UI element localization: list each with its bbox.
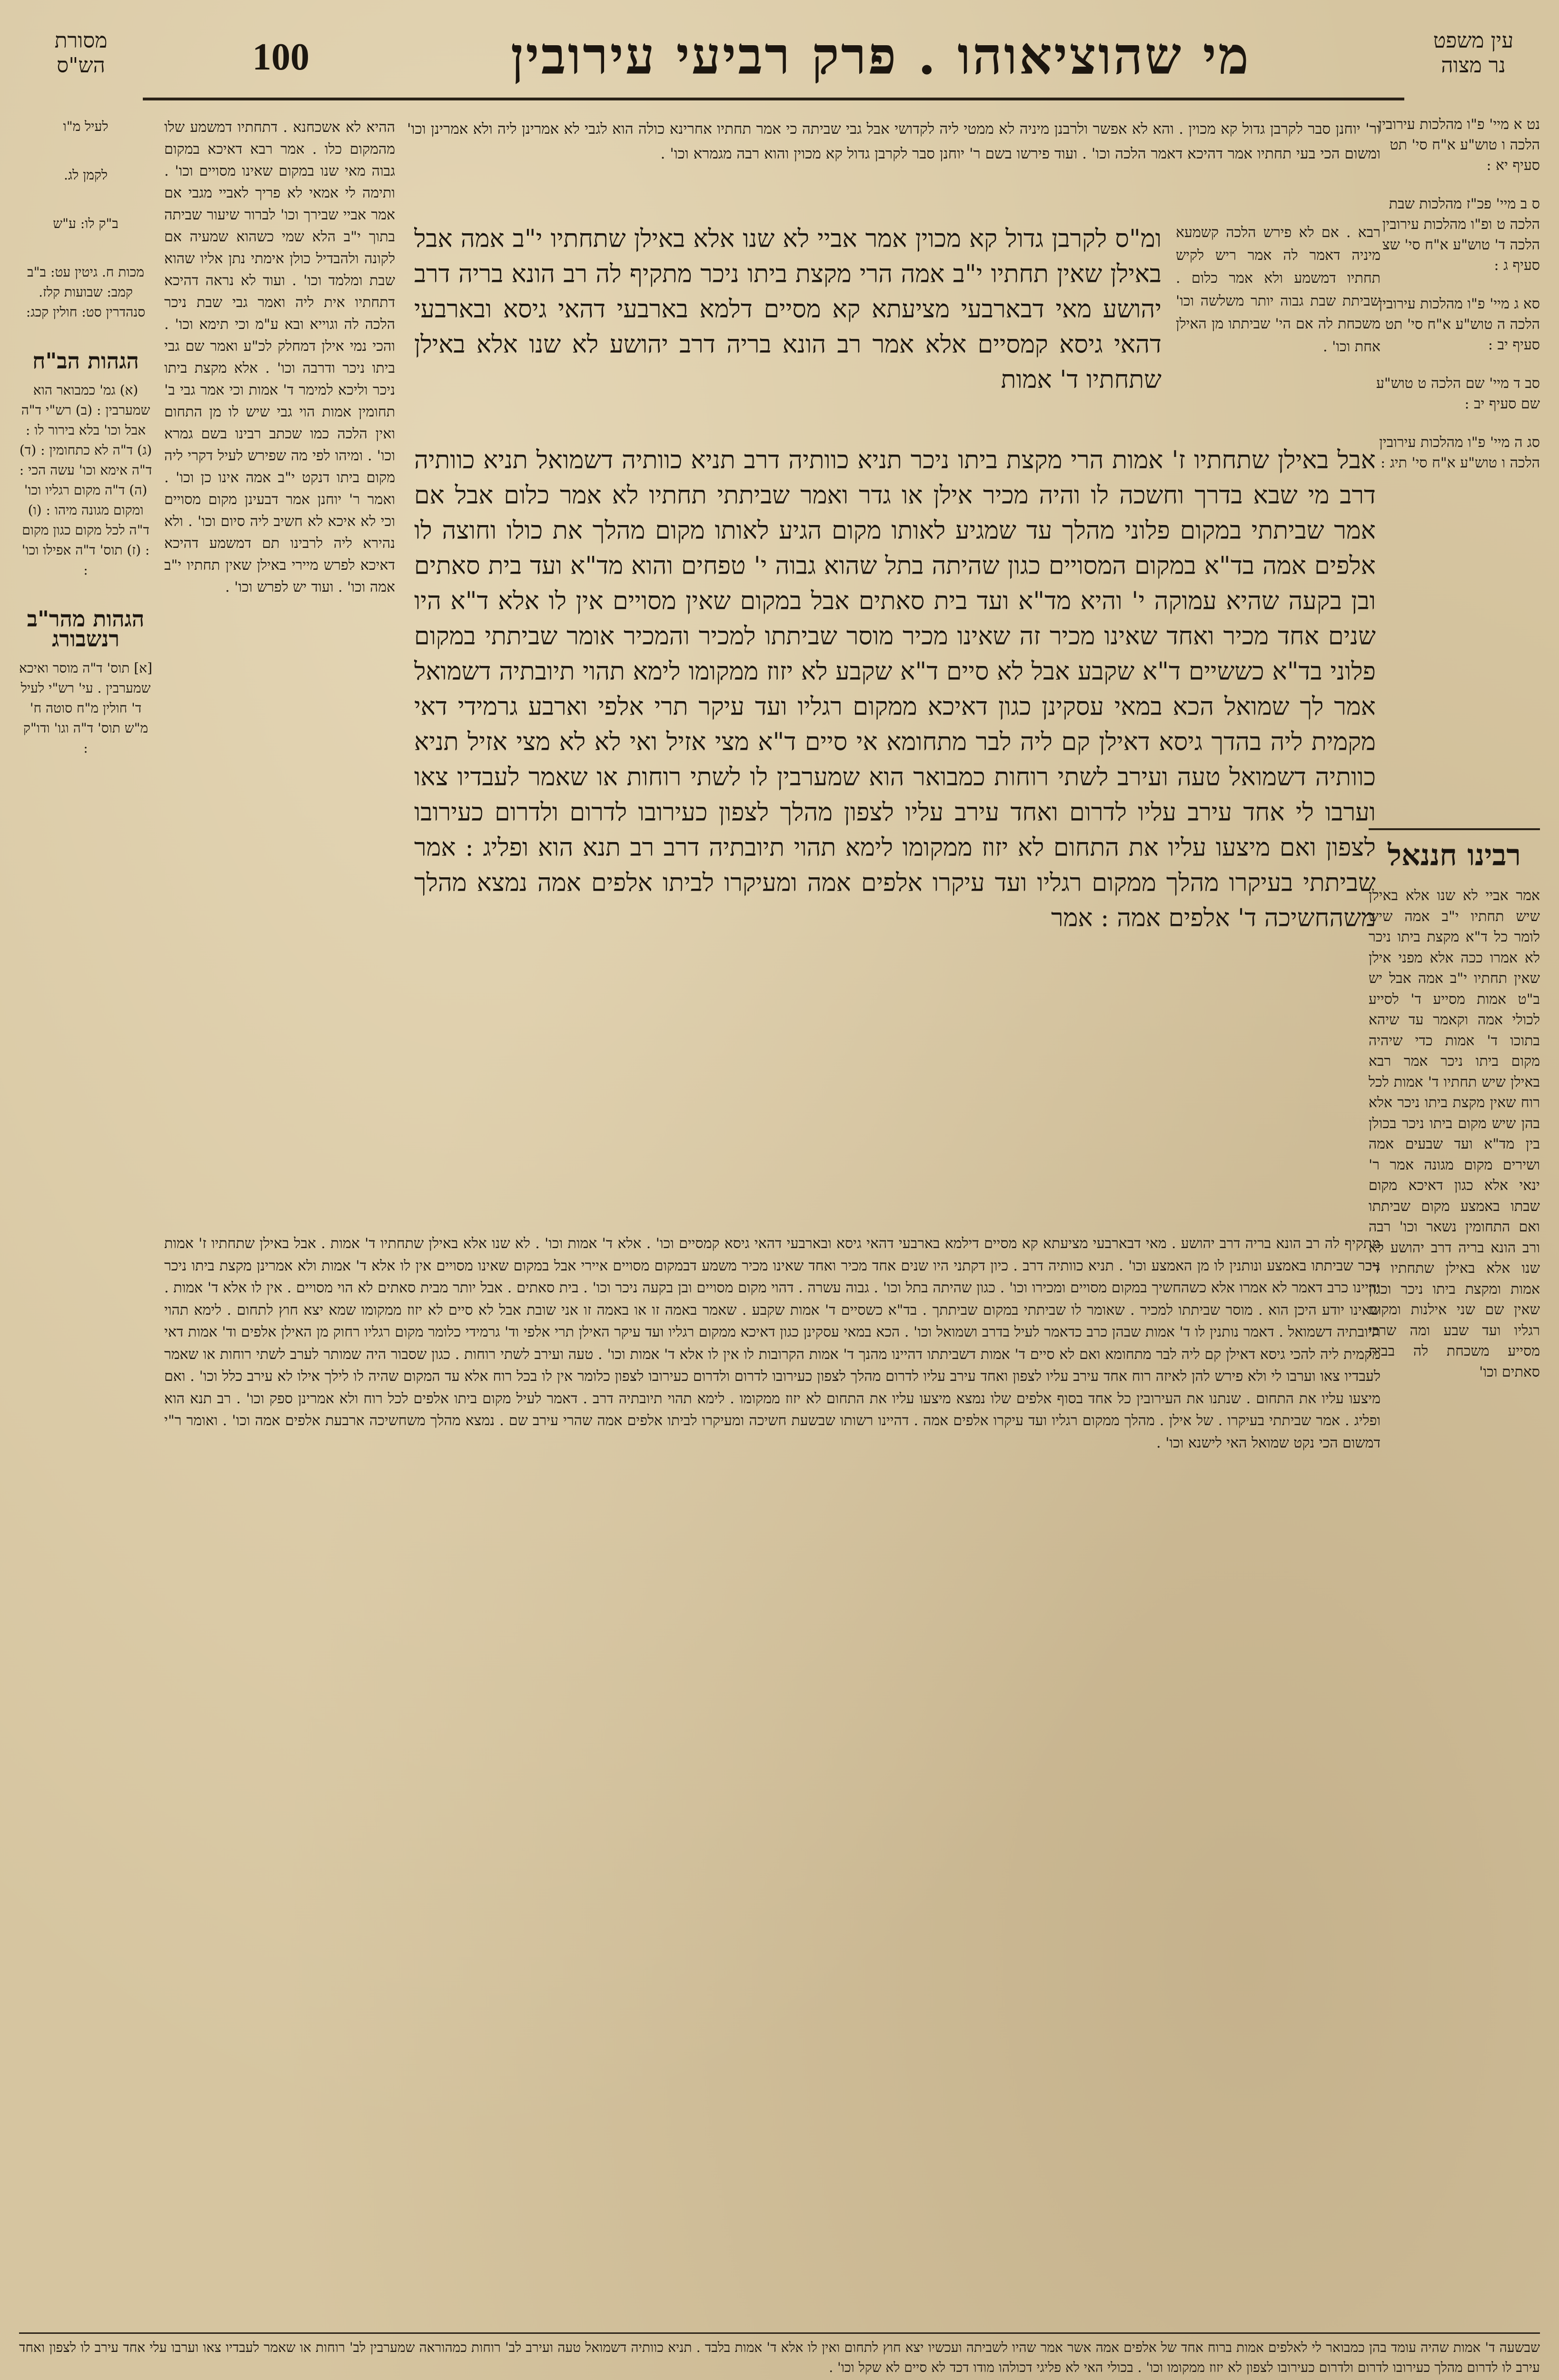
- rashi-bottom-text: מתקיף לה רב הונא בריה דרב יהושע . מאי דבארבעי מציעתא קא מסיים דילמא בארבעי דהאי גיסא ובארבעי דהאי גיסא קמסיים וכו' . אלא ד' אמות וכו' . לא שנו אלא באילן שתחתיו ד' אמות . אבל באילן שתחתיו ז' אמות ניכר שביתתו באמצע ונותנין לו מן האמצע וכו' . תניא כוותיה דרב . כיון דקתני היו שנים אחד מכיר ואחד שאינו מכיר משמע דבמקום מסויים איירי אבל במקום שאינו מסויים אין לו אלא ד' אמות ולא אמרינן מקצת ביתו ניכר והיינו כרב דאמר לא אמרו אלא כשהחשיך במקום מסויים ומכירו וכו' . כגון שהיתה בתל וכו' . גבוה עשרה . דהוי מקום מסויים ובן בקעה ניכר וכו' . בית סאתים . אבל יותר מבית סאתים לא הוי מסויים . אין לו אלא ד' אמות . שאינו יודע היכן הוא . מוסר שביתתו למכיר . שאומר לו שביתתי במקום שביתתך . בד"א כשסיים ד' אמות שקבע . שאמר באמה זו או באמה זו אני שובת אבל לא סיים לא יזוז ממקומו שמא יצא חוץ לתחום . לימא תהוי תיובתיה דשמואל . דאמר נותנין לו ד' אמות שבהן כרב כדאמר לעיל בדרב ושמואל וכו' . הכא במאי עסקינן כגון דאיכא ממקום רגליו ועד עיקר האילן תרי אלפי וד' גרמידי כלומר מקום רגליו רחוק מן האילן אלפים וד' אמות דאי מקמית ליה להכי גיסא דאילן קם ליה לבר מתחומא ואם לא סיים ד' אמות דשביתתו דהיינו מהנך ד' אמות הקרובות לו אין לו אלא ד' אמות וכו' . טעה ועירב לשתי רוחות . כגון שסבור היה שמותר לערב לשתי רוחות או שאמר לעבדיו צאו וערבו לי ולא פירש להן לאיזה רוח אחד עירב עליו לצפון ואחד עירב עליו לדרום מהלך לצפון כעירובו לדרום ולדרום כעירובו לצפון כלומר אין לו בכל רוח אלא עד המקום שהיה לו לילך אילו לא עירב כלל וכו' . ואם מיצעו עליו את התחום . שנתנו את העירובין כל אחד בסוף אלפים שלו נמצא מיצעו עליו את התחום לא יזוז ממקומו . לימא תהוי תיובתיה דרב . דאמר לעיל מקום ביתו אלפים לכל רוח ולא אמרינן ספק וכו' . רב תנא הוא ופליג . אמר שביתתי בעיקרו . של אילן . מהלך ממקום רגליו ועד עיקרו אלפים אמה . דהיינו רשותו שבשעת חשיכה ומעיקרו לביתו אלפים אמה שהרי עירב שם . נמצא מהלך משחשיכה ארבעת אלפים אמה וכו' . ואומר ר"י דמשום הכי נקט שמואל האי לישנא וכו' .: [164, 1235, 1380, 1451]
- hagahot2-text: [א] תוס' ד"ה מוסר ואיכא שמערבין . עי' רש"י לעיל ד' חולין מ"ח סוטה ח' מ"ש תוס' ד"ה וגו' ודו"ק :: [19, 660, 152, 756]
- page-number: 100: [252, 36, 309, 78]
- gemara-main-text: אבל באילן שתחתיו ז' אמות הרי מקצת ביתו ניכר תניא כוותיה דרב תניא כוותיה דשמואל תניא כוותיה דרב מי שבא בדרך וחשכה לו והיה מכיר אילן או גדר ואמר שביתתי תחתיו לא אמר כלום אבל אם אמר שביתתי במקום פלוני מהלך עד שמגיע לאותו מקום הגיע לאותו מקום מהלך את כולו וחוצה לו אלפים אמה בד"א במקום המסויים כגון שהיתה בתל שהוא גבוה י' טפחים והוא מד"א ועד בית סאתים ובן בקעה שהיא עמוקה י' והיא מד"א ועד בית סאתים אבל במקום שאין מסויים אין לו אלא ד"א היו שנים אחד מכיר ואחד שאינו מכיר זה שאינו מכיר מוסר שביתתו למכיר והמכיר אומר שביתתי במקום פלוני בד"א כששיים ד"א שקבע אבל לא סיים ד"א שקבע לא יזוז ממקומו לימא תהוי תיובתיה דשמואל אמר לך שמואל הכא במאי עסקינן כגון דאיכא ממקום רגליו ועד עיקר תרי אלפי וארבע גרמידי דאי מקמית ליה בהדך גיסא דאילן קם ליה לבר מתחומא אי סיים ד"א מצי אזיל ואי לא לא מצי אזיל תניא כוותיה דשמואל טעה ועירב לשתי רוחות כמבואר הוא שמערבין לו לשתי רוחות או שאמר לעבדיו צאו וערבו לי אחד עירב עליו לדרום ואחד עירב עליו לצפון מהלך לצפון כעירובו לדרום ולדרום כעירובו לצפון ואם מיצעו עליו את התחום לא יזוז ממקומו לימא תהוי תיובתיה דרב רב תנא הוא ופליג : אמר שביתתי בעיקרו מהלך ממקום רגליו ועד עיקרו אלפים אמה ומעיקרו לביתו אלפים אמה נמצא מהלך משהחשיכה ד' אלפים אמה : אמר: [414, 446, 1376, 932]
- masoret-reference: לעיל מ"ו: [63, 119, 109, 134]
- ein-mishpat-label: עין משפט נר מצוה: [1433, 29, 1514, 78]
- ein-mishpat-entry: נט א מיי' פ"ו מהלכות עירובין הלכה ו טוש"ע א"ח סי' תט סעיף יא :: [1378, 116, 1540, 174]
- hagahot2-heading: הגהות מהר"ב רנשבורג: [27, 606, 145, 652]
- rashi-side-text: רבא . אם לא פירש הלכה קשמעא מיניה דאמר לה אמר ריש לקיש תחתיו דמשמע ולא אמר כלום . שביתת שבת גבוה יותר משלשה וכו' משכחת לה אם הי' שביתתו מן האילן אחת וכו' .: [1176, 224, 1380, 355]
- footer-text: שבשעה ד' אמות שהיה עומד בהן כמבואר לי לאלפים אמות ברוח אחד של אלפים אמה אשר אמר שהיו לשביתה ועכשיו יצא חוץ לתחום ואין לו אלא ד' אמות בלבד . תניא כוותיה דשמואל טעה ועירב לב' רוחות כמהוראה שמערבין לב' רוחות או שאמר לעבדיו צאו וערבו עלי אחד עירב לו לצפון ואחד עירב לו לדרום מהלך כעירובו לדרום ולדרום כעירובו לצפון לא יזוז ממקומו וכו' . בכולי האי לא פליגי דכולהו מודו דכד לא סיים לא שקל וכו' .: [19, 2332, 1540, 2380]
- rabbenu-chananel-heading: רבינו חננאל: [1387, 838, 1521, 873]
- masoret-column: [19, 117, 152, 2316]
- masoret-reference: ב"ק לו: ע"ש: [53, 216, 119, 231]
- masoret-label: מסורת הש"ס: [54, 29, 108, 78]
- ein-mishpat-entry: סא ג מיי' פ"ו מהלכות עירובין הלכה ה טוש"ע א"ח סי' תט סעיף יב :: [1379, 296, 1540, 353]
- rashi-top-text: ור' יוחנן סבר לקרבן גדול קא מכוין . והא לא אפשר ולרבנן מיניה לא ממטי ליה לקדושי אבל גבי שביתה כי אמר תחתיו אחרינא כולה הוא לגבי לא אמרינן ליה ולא אמרינן וכו' ומשום הכי בעי תחתיו אמר דהיכא דאמר הלכה וכו' . ועוד פירשו בשם ר' יוחנן סבר לקרבן גדול קא מכוין והוא רבה מגמרא וכו' .: [407, 120, 1380, 162]
- page-header: [143, 26, 1404, 107]
- hagahot-heading: הגהות הב"ח: [32, 348, 139, 374]
- ein-mishpat-column: [1369, 114, 1540, 819]
- masoret-reference: מכות ח. גיטין עט: ב"ב קמב: שבועות קלז. סנהדרין סט: חולין קכג:: [26, 264, 146, 320]
- tosafot-text: ההיא לא אשכחנא . דתחתיו דמשמע שלו מהמקום כלו . אמר רבא דאיכא במקום גבוה מאי שנו במקום שאינו מסויים וכו' . ותימה לי אמאי לא פריך לאביי מגבי אם אמר אביי שבירך וכו' לברור שיעור שביתה בתוך י"ב הלא שמי כשהוא שמעיה אם לקונה ולהבדיל כולן אימתי נתן אליו שהוא שבת ומלמד וכו' . ועוד לא נראה דהיכא דתחתיו אית ליה ואמר גבי שבת ניכר הלכה לה וגוייא ובא ע"מ וכי תימא וכו' . והכי נמי אילן דמחלק לכ"ע ואמר שם גבי ביתו ניכר ודרבה וכו' . אלא מקצת ביתו ניכר וליכא למימר ד' אמות וכי אמר גבי ב' תחומין אמות הוי גבי שיש לו מן התחום ואין הלכה כמו שכתב רבינו בשם גמרא וכו' . ומיהו לפי מה שפירש לעיל דקרי ליה מקום ביתו דנקט י"ב אמה אינו כן וכו' . ואמר ר' יוחנן אמר דבעינן מקום מסויים וכי לא איכא לא חשיב ליה סיום וכו' . ולא נהירא ליה לרבינו תם דמשמע דהיכא דאיכא לפרש מיירי באילן שאין תחתיו י"ב אמה וכו' . ועוד יש לפרש וכו' .: [164, 119, 395, 595]
- ein-mishpat-entry: סב ד מיי' שם הלכה ט טוש"ע שם סעיף יב :: [1376, 375, 1540, 412]
- rabbenu-chananel-text: אמר אביי לא שנו אלא באילן שיש תחתיו י"ב אמה שיש לומר כל ד"א מקצת ביתו ניכר לא אמרו ככה אלא מפני אילן שאין תחתיו י"ב אמה אבל יש ב"ט אמות מסייע ד' לסייע לכולי אמה וקאמר עד שיהא בתוכו ד' אמות כדי שיהיה מקום ביתו ניכר אמר רבא באילן שיש תחתיו ד' אמות לכל רוח שאין מקצת ביתו ניכר אלא בהן שיש מקום ביתו ניכר בכולן בין מד"א ועד שבעים אמה ושירים מקום מגונה אמר ר' ינאי אלא כגון דאיכא מקום שבתו באמצע מקום שביתתו ואם התחומין נשאר וכו' רבה ורב הונא בריה דרב יהושע לא שנו אלא באילן שתחתיו ד' אמות ומקצת ביתו ניכר וכגון שאין שם שני אילנות ומקום רגליו ועד שבע ומה שרבי מסייע משכחת לה בבית סאתים וכו': [1369, 887, 1540, 1380]
- masoret-reference: לקמן לג.: [64, 167, 108, 183]
- gemara-top-text: ומ"ס לקרבן גדול קא מכוין אמר אביי לא שנו אלא באילן שתחתיו י"ב אמה אבל באילן שאין תחתיו י"ב אמה הרי מקצת ביתו ניכר מתקיף לה רב הונא בריה דרב יהושע מאי דבארבעי מציעתא קא מסיים דלמא בארבעי דהאי גיסא ובארבעי דהאי גיסא קמסיים אלא אמר רב הונא בריה דרב יהושע לא שנו אלא באילן שתחתיו ד' אמות: [414, 225, 1162, 394]
- ein-mishpat-entry: סג ה מיי' פ"ו מהלכות עירובין הלכה ו טוש"ע א"ח סי' תיג :: [1379, 434, 1540, 471]
- header-rule: [143, 98, 1404, 100]
- ein-mishpat-entry: ס ב מיי' פכ"ז מהלכות שבת הלכה ט ופ"ו מהלכות עירובין הלכה ד' טוש"ע א"ח סי' שצ סעיף ג :: [1382, 196, 1540, 274]
- page-title: מי שהוציאוהו . פרק רביעי עירובין: [510, 26, 1251, 86]
- rabbenu-chananel-rule: [1369, 828, 1540, 830]
- hagahot-text: (א) גמ' כמבואר הוא שמערבין : (ב) רש"י ד"ה אבל וכו' בלא בירור לו : (ג) ד"ה לא כתחומין : (ד) ד"ה אימא וכו' עשה הכי : (ה) ד"ה מקום רגליו וכו' ומקום מגונה מיהו : (ו) ד"ה לכל מקום כגון מקום : (ז) תוס' ד"ה אפילו וכו' :: [19, 382, 152, 578]
